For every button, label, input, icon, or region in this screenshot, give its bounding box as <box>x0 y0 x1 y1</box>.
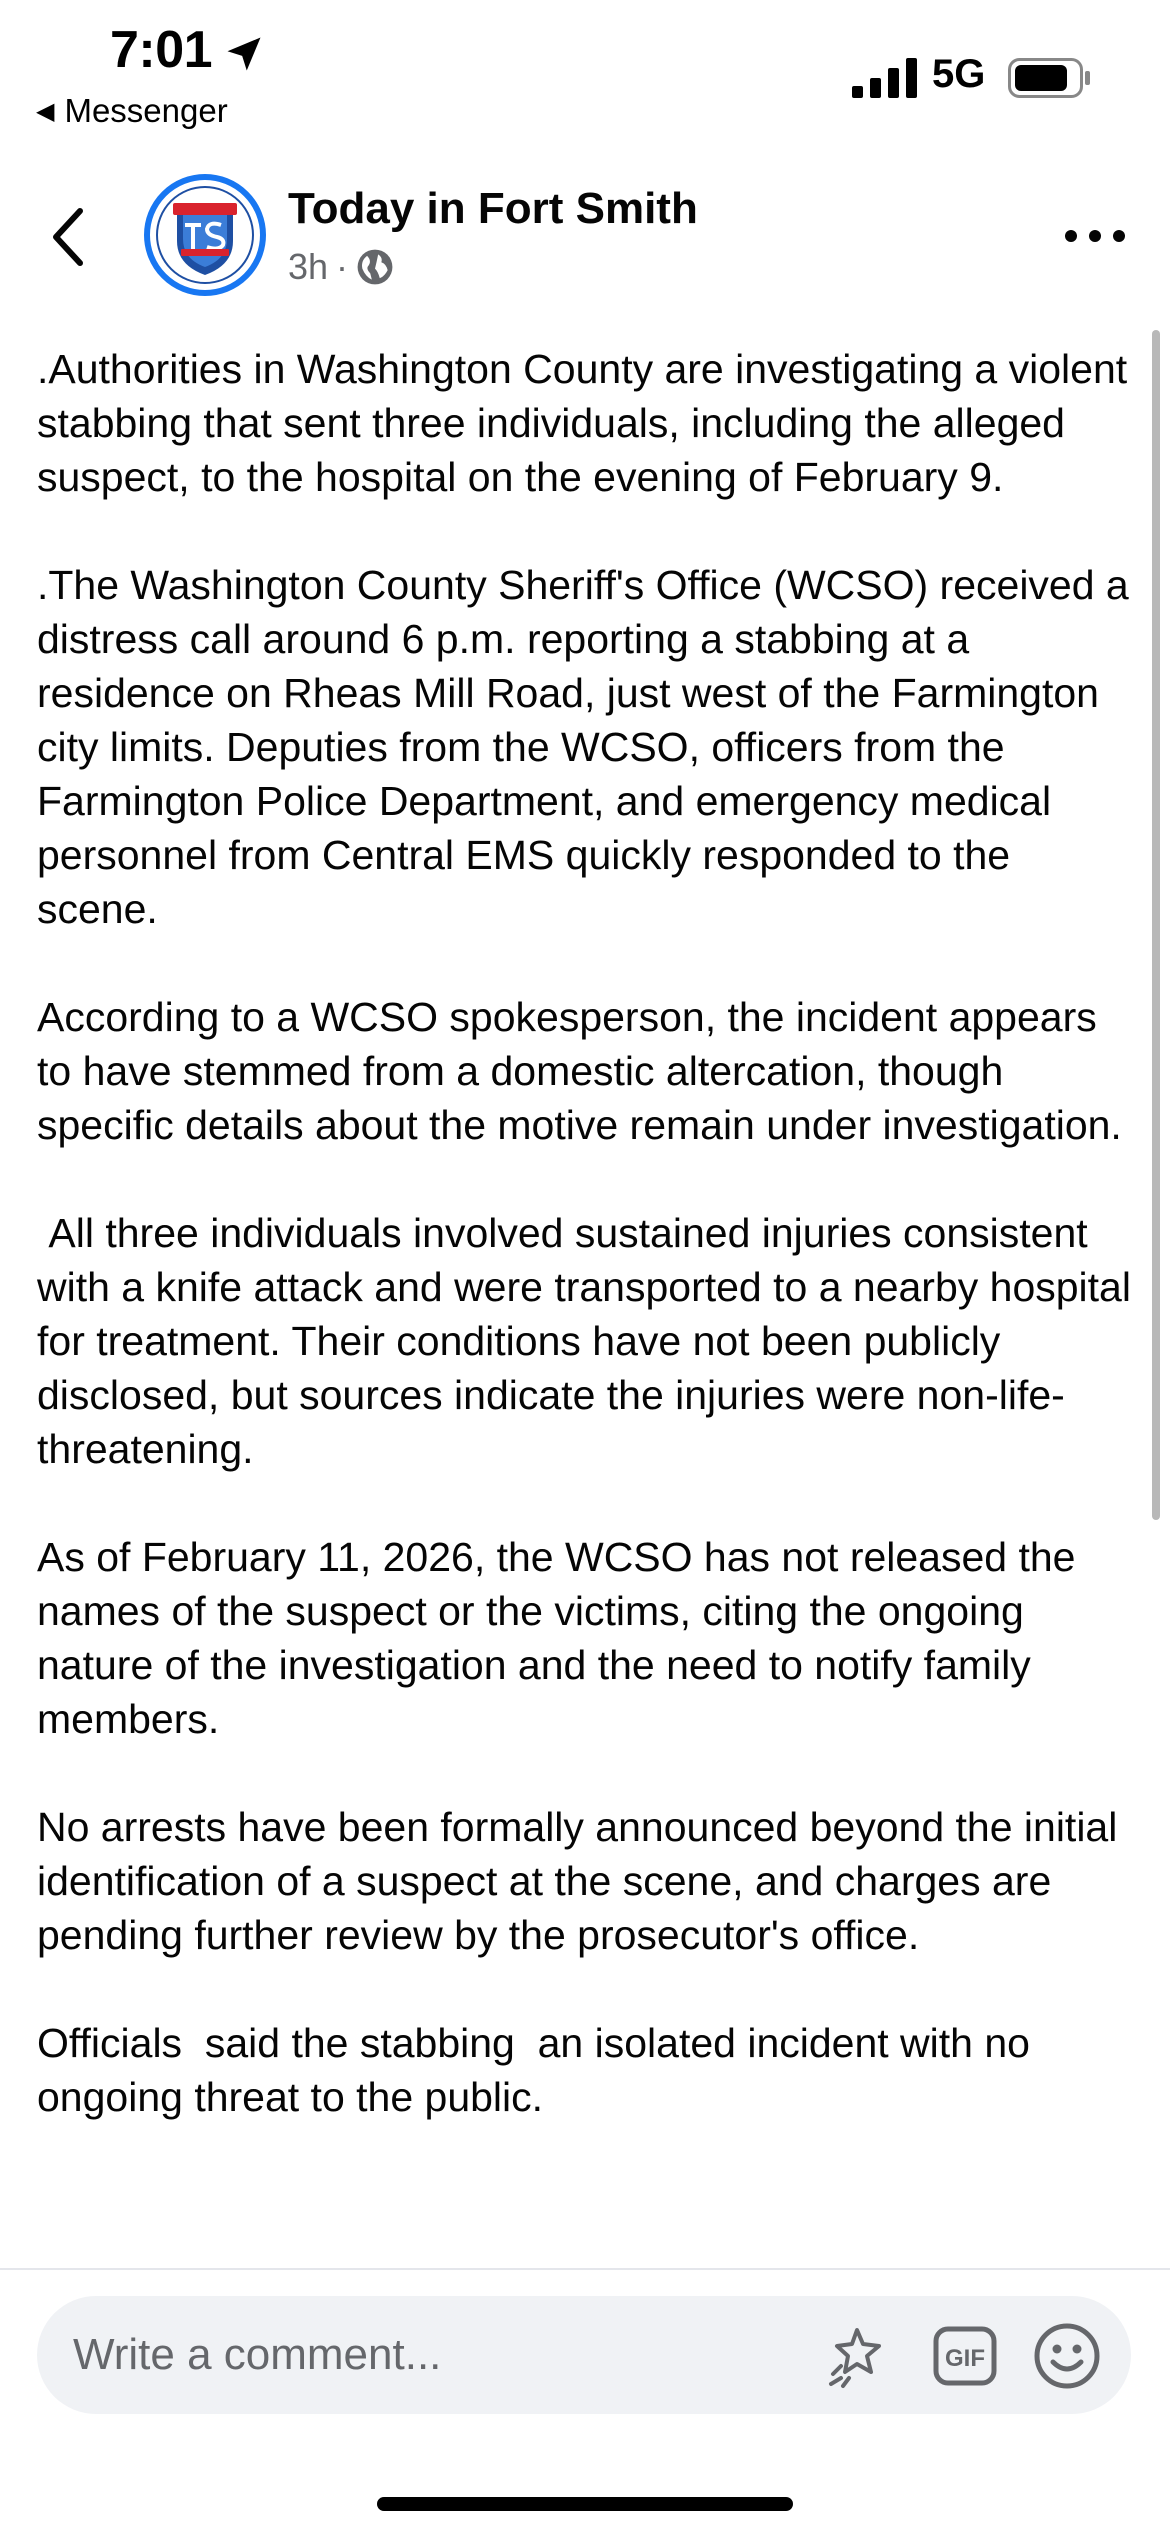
globe-icon <box>356 248 394 286</box>
avatar-sticker-icon[interactable] <box>827 2324 893 2390</box>
location-arrow-icon <box>222 32 266 76</box>
post-paragraph: Officials said the stabbing an isolated incident with no ongoing threat to the public. <box>37 2020 1042 2120</box>
comment-bar <box>0 2268 1170 2534</box>
status-bar <box>0 0 1170 150</box>
scrollbar[interactable] <box>1152 330 1160 1520</box>
page-name[interactable]: Today in Fort Smith <box>288 184 698 233</box>
meta-separator: · <box>336 246 349 287</box>
home-indicator[interactable] <box>377 2497 793 2511</box>
post-body <box>37 342 1143 2267</box>
more-options-icon[interactable] <box>1062 218 1128 254</box>
post-paragraph: .Authorities in Washington County are investigating a violent stabbing that sent three individuals, including the alleged suspect, to the hospital on the evening of February 9. <box>37 346 1139 500</box>
emoji-icon[interactable] <box>1033 2322 1101 2390</box>
post-header <box>0 160 1170 310</box>
post-meta <box>288 246 394 288</box>
comment-input[interactable] <box>73 2296 793 2414</box>
post-paragraph: All three individuals involved sustained injuries consistent with a knife attack and were transported to a nearby hospital for treatment. Their conditions have not been publicly disclosed, but sources indicate the injuries were non-life-threatening. <box>37 1210 1143 1472</box>
back-app-label: Messenger <box>64 92 228 129</box>
post-paragraph: No arrests have been formally announced beyond the initial identification of a suspect at the scene, and charges are pending further review by the prosecutor's office. <box>37 1804 1129 1958</box>
page-avatar[interactable] <box>145 175 265 295</box>
post-paragraph: As of February 11, 2026, the WCSO has not released the names of the suspect or the victims, citing the ongoing nature of the investigation and the need to notify family members. <box>37 1534 1087 1742</box>
back-chevron-icon[interactable] <box>46 205 90 269</box>
post-paragraph: .The Washington County Sheriff's Office (WCSO) received a distress call around 6 p.m. reporting a stabbing at a residence on Rheas Mill Road, just west of the Farmington city limits. Deputies from the WCSO, officers from the Farmington Police Department, and emergency medical personnel from Central EMS quickly responded to the scene. <box>37 562 1141 932</box>
gif-icon[interactable] <box>933 2326 997 2386</box>
post-time: 3h <box>288 246 329 287</box>
content-fade <box>0 2240 1170 2270</box>
back-triangle-icon: ◀ <box>36 97 55 125</box>
network-label: 5G <box>932 52 986 96</box>
back-to-messenger-link[interactable] <box>36 92 228 130</box>
gif-label: GIF <box>945 2345 985 2372</box>
status-time: 7:01 <box>110 21 213 79</box>
comment-box[interactable] <box>37 2296 1131 2414</box>
signal-bars-icon <box>852 58 918 98</box>
battery-icon <box>1008 58 1092 98</box>
post-paragraph: According to a WCSO spokesperson, the incident appears to have stemmed from a domestic altercation, though specific details about the motive remain under investigation. <box>37 994 1122 1148</box>
